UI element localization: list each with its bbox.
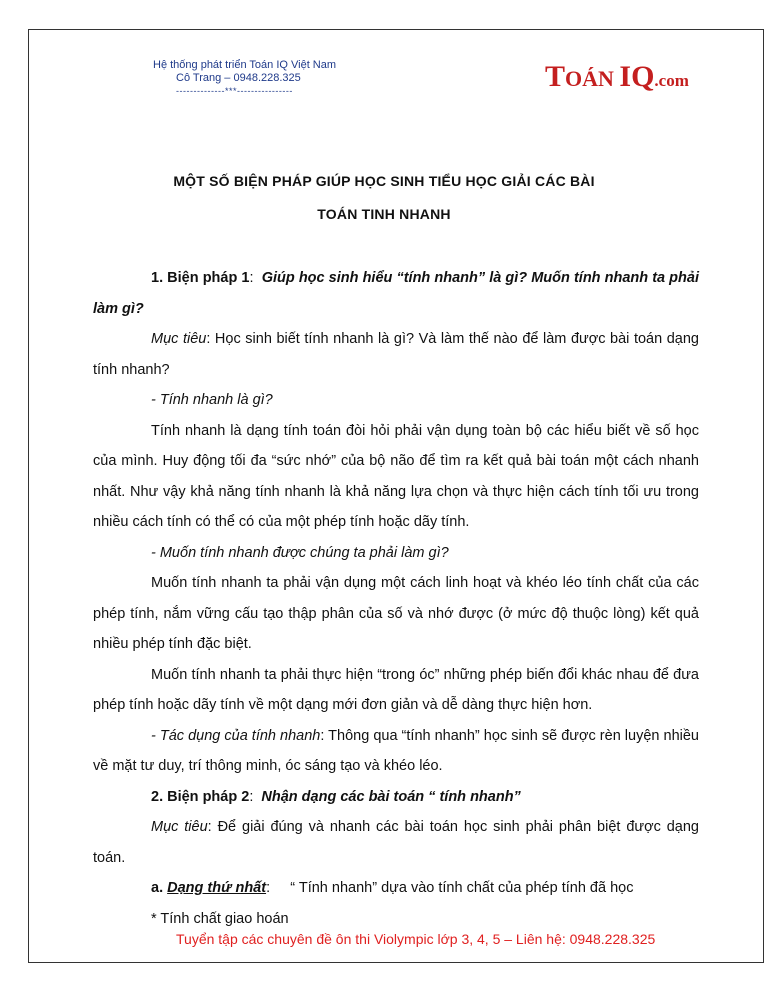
footer-note: Tuyển tập các chuyên đề ôn thi Violympic lớp 3, 4, 5 – Liên hệ: 0948.228.325	[176, 931, 656, 947]
section2-type	[93, 873, 699, 904]
section1-effect-text: : Thông qua “tính nhanh” học sinh sẽ được rèn luyện nhiều về mặt tư duy, trí thông minh, óc sáng tạo và khéo léo.	[93, 727, 699, 774]
toaniq-logo	[545, 60, 689, 94]
type-prefix: a.	[151, 880, 168, 896]
section1-goal-text: : Học sinh biết tính nhanh là gì? Và làm thế nào để làm được bài toán dạng tính nhanh?	[93, 331, 699, 378]
section1-heading-text: Giúp học sinh hiểu “tính nhanh” là gì? Muốn tính nhanh ta phải làm gì?	[93, 270, 699, 317]
logo-part1: T	[545, 60, 566, 93]
section2-heading-text: Nhận dạng các bài toán “ tính nhanh”	[261, 788, 521, 805]
document-title-line1: MỘT SỐ BIỆN PHÁP GIÚP HỌC SINH TIỂU HỌC GIẢI CÁC BÀI	[173, 173, 595, 189]
header-separator: --------------***----------------	[176, 86, 293, 96]
document-body	[93, 263, 699, 934]
section1-question2: - Muốn tính nhanh được chúng ta phải làm gì?	[151, 544, 449, 561]
logo-part4: .com	[654, 71, 689, 90]
section1-paragraph2: Muốn tính nhanh ta phải vận dụng một cách linh hoạt và khéo léo tính chất của các phép tính, nắm vững cấu tạo thập phân của số và nhớ được (ở mức độ thuộc lòng) kết quả nhiều phép tính đặc biệt.	[93, 575, 699, 652]
logo-part2: OÁN	[565, 66, 620, 91]
section2-property: * Tính chất giao hoán	[151, 910, 289, 927]
logo-part3: IQ	[619, 60, 655, 93]
type-colon: :	[266, 880, 271, 896]
document-title-line2: TOÁN TINH NHANH	[317, 206, 451, 222]
section1-question1: - Tính nhanh là gì?	[151, 392, 273, 408]
section2-heading: 2. Biện pháp 2: Nhận dạng các bài toán “ tính nhanh”	[151, 788, 521, 805]
header-org: Hệ thống phát triển Toán IQ Việt Nam	[153, 59, 337, 71]
section2-goal-text: : Để giải đúng và nhanh các bài toán học sinh phải phân biệt được dạng toán.	[93, 819, 699, 866]
section1-label: 1. Biện pháp 1	[151, 270, 250, 286]
type-text: “ Tính nhanh” dựa vào tính chất của phép tính đã học	[290, 880, 634, 896]
section1-paragraph1: Tính nhanh là dạng tính toán đòi hỏi phải vận dụng toàn bộ các hiểu biết về số học của mình. Huy động tối đa “sức nhớ” của bộ não để tìm ra kết quả bài toán một cách nhanh nhất. Như vậy khả năng tính nhanh là khả năng lựa chọn và thực hiện cách tính tối ưu trong nhiều cách tính có thể có của một phép tính hoặc dãy tính.	[93, 422, 699, 530]
section1-effect	[93, 721, 699, 782]
section2-goal	[93, 812, 699, 873]
header-contact: Cô Trang – 0948.228.325	[176, 72, 301, 84]
section1-heading: 1. Biện pháp 1: Giúp học sinh hiểu “tính nhanh” là gì? Muốn tính nhanh ta phải làm gì?	[93, 270, 699, 317]
section1-goal	[93, 324, 699, 385]
section2-goal-label: Mục tiêu	[151, 819, 208, 835]
section1-goal-label: Mục tiêu	[151, 331, 207, 347]
section2-label: 2. Biện pháp 2	[151, 788, 250, 805]
section1-effect-label: - Tác dụng của tính nhanh	[151, 727, 321, 744]
section1-paragraph3: Muốn tính nhanh ta phải thực hiện “trong óc” những phép biến đổi khác nhau để đưa phép tính hoặc dãy tính về một dạng mới đơn giản và dễ dàng thực hiện hơn.	[93, 666, 699, 713]
type-label: Dạng thứ nhất	[167, 880, 267, 896]
